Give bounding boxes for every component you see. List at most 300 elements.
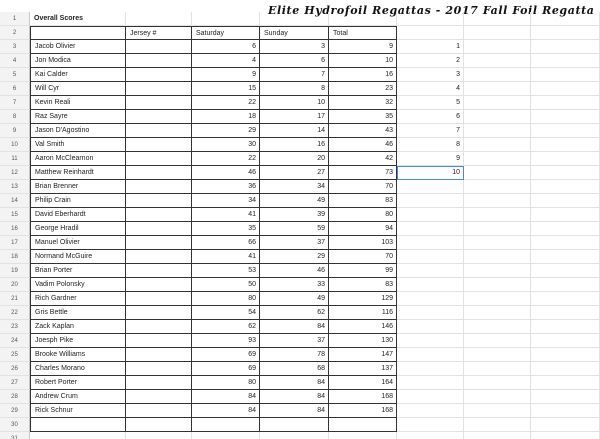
competitor-name[interactable]: Gris Bettle [30, 306, 126, 320]
cell[interactable] [464, 166, 531, 180]
cell[interactable] [464, 82, 531, 96]
cell[interactable] [531, 362, 600, 376]
cell[interactable] [531, 26, 600, 40]
row-number[interactable]: 26 [0, 362, 30, 376]
sunday-cell[interactable]: 10 [260, 96, 329, 110]
sheet-row [0, 306, 600, 320]
rank-cell[interactable]: 7 [397, 124, 464, 138]
competitor-name[interactable]: Raz Sayre [30, 110, 126, 124]
sheet-row [0, 418, 600, 432]
cell[interactable] [531, 68, 600, 82]
sunday-cell[interactable]: 16 [260, 138, 329, 152]
sheet-row [0, 26, 600, 40]
jersey-cell[interactable] [126, 250, 192, 264]
competitor-name[interactable]: Jon Modica [30, 54, 126, 68]
cell[interactable] [464, 68, 531, 82]
competitor-name[interactable]: Charles Morano [30, 362, 126, 376]
cell[interactable] [464, 376, 531, 390]
cell[interactable] [329, 432, 397, 439]
jersey-cell[interactable] [126, 166, 192, 180]
cell[interactable] [531, 82, 600, 96]
cell[interactable] [531, 432, 600, 439]
sunday-cell[interactable]: 78 [260, 348, 329, 362]
cell[interactable] [464, 12, 531, 26]
saturday-cell[interactable]: 41 [192, 250, 260, 264]
cell[interactable] [531, 110, 600, 124]
row-number[interactable]: 10 [0, 138, 30, 152]
total-cell[interactable]: 83 [329, 278, 397, 292]
cell[interactable] [126, 432, 192, 439]
rank-cell[interactable]: 6 [397, 110, 464, 124]
total-cell[interactable]: 16 [329, 68, 397, 82]
total-cell[interactable]: 32 [329, 96, 397, 110]
cell[interactable] [464, 334, 531, 348]
column-header[interactable]: Jersey # [126, 26, 192, 40]
total-cell[interactable]: 42 [329, 152, 397, 166]
cell[interactable] [464, 278, 531, 292]
cell[interactable] [397, 26, 464, 40]
jersey-cell[interactable] [126, 348, 192, 362]
rank-cell[interactable] [397, 278, 464, 292]
rank-cell[interactable]: 1 [397, 40, 464, 54]
row-number[interactable]: 17 [0, 236, 30, 250]
cell[interactable] [464, 236, 531, 250]
sunday-cell[interactable]: 49 [260, 194, 329, 208]
sunday-cell[interactable]: 84 [260, 390, 329, 404]
cell[interactable] [464, 180, 531, 194]
row-number[interactable]: 4 [0, 54, 30, 68]
saturday-cell[interactable]: 66 [192, 236, 260, 250]
competitor-name[interactable]: Aaron McClearnon [30, 152, 126, 166]
row-number[interactable]: 21 [0, 292, 30, 306]
row-number[interactable]: 28 [0, 390, 30, 404]
cell[interactable] [531, 40, 600, 54]
cell[interactable] [192, 432, 260, 439]
row-number[interactable]: 29 [0, 404, 30, 418]
saturday-cell[interactable]: 80 [192, 376, 260, 390]
row-number[interactable]: 1 [0, 12, 30, 26]
rank-cell[interactable] [397, 390, 464, 404]
rank-cell[interactable]: 3 [397, 68, 464, 82]
total-cell[interactable]: 23 [329, 82, 397, 96]
total-cell[interactable]: 147 [329, 348, 397, 362]
cell[interactable] [531, 152, 600, 166]
jersey-cell[interactable] [126, 236, 192, 250]
cell[interactable] [464, 348, 531, 362]
saturday-cell[interactable]: 69 [192, 362, 260, 376]
jersey-cell[interactable] [126, 320, 192, 334]
saturday-cell[interactable]: 84 [192, 404, 260, 418]
row-number[interactable]: 8 [0, 110, 30, 124]
saturday-cell[interactable]: 15 [192, 82, 260, 96]
cell[interactable] [531, 404, 600, 418]
competitor-name[interactable]: Jason D'Agostino [30, 124, 126, 138]
rank-cell[interactable] [397, 376, 464, 390]
sunday-cell[interactable]: 14 [260, 124, 329, 138]
jersey-cell[interactable] [126, 124, 192, 138]
rank-cell[interactable]: 5 [397, 96, 464, 110]
rank-cell[interactable]: 2 [397, 54, 464, 68]
jersey-cell[interactable] [126, 292, 192, 306]
cell[interactable] [464, 194, 531, 208]
cell[interactable] [531, 250, 600, 264]
saturday-cell[interactable]: 69 [192, 348, 260, 362]
cell[interactable] [531, 390, 600, 404]
total-cell[interactable]: 116 [329, 306, 397, 320]
cell[interactable] [531, 124, 600, 138]
jersey-cell[interactable] [126, 376, 192, 390]
competitor-name[interactable]: Kevin Reali [30, 96, 126, 110]
row-number[interactable]: 13 [0, 180, 30, 194]
cell[interactable] [126, 418, 192, 432]
sunday-cell[interactable]: 62 [260, 306, 329, 320]
cell[interactable] [531, 208, 600, 222]
rank-cell[interactable]: 4 [397, 82, 464, 96]
selected-cell[interactable]: 10 [397, 166, 464, 180]
column-header[interactable]: Sunday [260, 26, 329, 40]
column-header[interactable]: Total [329, 26, 397, 40]
jersey-cell[interactable] [126, 68, 192, 82]
rank-cell[interactable] [397, 222, 464, 236]
cell[interactable] [531, 376, 600, 390]
total-cell[interactable]: 99 [329, 264, 397, 278]
competitor-name[interactable]: Zack Kaplan [30, 320, 126, 334]
sheet-row [0, 376, 600, 390]
sheet-row [0, 54, 600, 68]
sheet-title: Elite Hydrofoil Regattas - 2017 Fall Foil Regatta [268, 4, 595, 17]
competitor-name[interactable]: David Eberhardt [30, 208, 126, 222]
competitor-name[interactable]: Brian Porter [30, 264, 126, 278]
cell[interactable] [260, 12, 329, 26]
rank-cell[interactable] [397, 208, 464, 222]
sunday-cell[interactable]: 46 [260, 264, 329, 278]
sunday-cell[interactable]: 37 [260, 334, 329, 348]
competitor-name[interactable]: Philip Crain [30, 194, 126, 208]
sunday-cell[interactable]: 34 [260, 180, 329, 194]
cell[interactable] [531, 292, 600, 306]
rank-cell[interactable] [397, 180, 464, 194]
cell[interactable] [531, 96, 600, 110]
jersey-cell[interactable] [126, 390, 192, 404]
competitor-name[interactable]: Rich Gardner [30, 292, 126, 306]
cell[interactable] [464, 320, 531, 334]
sunday-cell[interactable]: 59 [260, 222, 329, 236]
cell[interactable] [531, 222, 600, 236]
sunday-cell[interactable]: 37 [260, 236, 329, 250]
total-cell[interactable]: 70 [329, 180, 397, 194]
cell[interactable] [531, 306, 600, 320]
rank-cell[interactable] [397, 362, 464, 376]
total-cell[interactable]: 43 [329, 124, 397, 138]
sunday-cell[interactable]: 84 [260, 404, 329, 418]
cell[interactable] [464, 138, 531, 152]
row-number[interactable]: 23 [0, 320, 30, 334]
cell[interactable] [464, 404, 531, 418]
rank-cell[interactable] [397, 306, 464, 320]
saturday-cell[interactable]: 54 [192, 306, 260, 320]
rank-cell[interactable] [397, 404, 464, 418]
row-number[interactable]: 15 [0, 208, 30, 222]
sunday-cell[interactable]: 33 [260, 278, 329, 292]
rank-cell[interactable] [397, 250, 464, 264]
total-cell[interactable]: 130 [329, 334, 397, 348]
sheet-row [0, 278, 600, 292]
total-cell[interactable]: 10 [329, 54, 397, 68]
jersey-cell[interactable] [126, 40, 192, 54]
cell[interactable] [464, 222, 531, 236]
cell[interactable] [464, 54, 531, 68]
competitor-name[interactable]: Vadim Polonsky [30, 278, 126, 292]
sheet-row [0, 390, 600, 404]
jersey-cell[interactable] [126, 152, 192, 166]
cell[interactable] [329, 418, 397, 432]
jersey-cell[interactable] [126, 222, 192, 236]
cell[interactable] [531, 138, 600, 152]
cell[interactable] [531, 264, 600, 278]
saturday-cell[interactable]: 41 [192, 208, 260, 222]
row-number[interactable]: 2 [0, 26, 30, 40]
row-number[interactable]: 5 [0, 68, 30, 82]
row-number[interactable]: 9 [0, 124, 30, 138]
total-cell[interactable]: 137 [329, 362, 397, 376]
total-cell[interactable]: 73 [329, 166, 397, 180]
rank-cell[interactable] [397, 348, 464, 362]
jersey-cell[interactable] [126, 264, 192, 278]
saturday-cell[interactable]: 46 [192, 166, 260, 180]
saturday-cell[interactable]: 35 [192, 222, 260, 236]
cell[interactable] [464, 264, 531, 278]
jersey-cell[interactable] [126, 404, 192, 418]
competitor-name[interactable]: Matthew Reinhardt [30, 166, 126, 180]
cell[interactable] [192, 418, 260, 432]
jersey-cell[interactable] [126, 110, 192, 124]
row-number[interactable]: 22 [0, 306, 30, 320]
sunday-cell[interactable]: 6 [260, 54, 329, 68]
sunday-cell[interactable]: 17 [260, 110, 329, 124]
total-cell[interactable]: 146 [329, 320, 397, 334]
sheet-row [0, 334, 600, 348]
cell[interactable] [531, 278, 600, 292]
cell[interactable] [531, 166, 600, 180]
total-cell[interactable]: 164 [329, 376, 397, 390]
row-number[interactable]: 3 [0, 40, 30, 54]
jersey-cell[interactable] [126, 82, 192, 96]
cell[interactable] [30, 26, 126, 40]
row-number[interactable]: 19 [0, 264, 30, 278]
rank-cell[interactable] [397, 292, 464, 306]
cell[interactable] [464, 250, 531, 264]
saturday-cell[interactable]: 50 [192, 278, 260, 292]
saturday-cell[interactable]: 9 [192, 68, 260, 82]
sunday-cell[interactable]: 39 [260, 208, 329, 222]
saturday-cell[interactable]: 36 [192, 180, 260, 194]
jersey-cell[interactable] [126, 180, 192, 194]
saturday-cell[interactable]: 53 [192, 264, 260, 278]
competitor-name[interactable]: Val Smith [30, 138, 126, 152]
sheet-row [0, 194, 600, 208]
cell[interactable] [329, 12, 397, 26]
competitor-name[interactable]: Brooke Williams [30, 348, 126, 362]
jersey-cell[interactable] [126, 96, 192, 110]
jersey-cell[interactable] [126, 138, 192, 152]
competitor-name[interactable]: Kai Calder [30, 68, 126, 82]
cell[interactable] [464, 96, 531, 110]
total-cell[interactable]: 9 [329, 40, 397, 54]
total-cell[interactable]: 129 [329, 292, 397, 306]
jersey-cell[interactable] [126, 334, 192, 348]
saturday-cell[interactable]: 4 [192, 54, 260, 68]
cell[interactable] [464, 306, 531, 320]
cell[interactable] [464, 418, 531, 432]
sunday-cell[interactable]: 27 [260, 166, 329, 180]
row-number[interactable]: 11 [0, 152, 30, 166]
jersey-cell[interactable] [126, 194, 192, 208]
rank-cell[interactable] [397, 264, 464, 278]
total-cell[interactable]: 83 [329, 194, 397, 208]
saturday-cell[interactable]: 84 [192, 390, 260, 404]
sheet-row [0, 180, 600, 194]
cell[interactable] [30, 418, 126, 432]
cell[interactable] [531, 180, 600, 194]
saturday-cell[interactable]: 22 [192, 152, 260, 166]
total-cell[interactable]: 35 [329, 110, 397, 124]
cell[interactable] [260, 418, 329, 432]
competitor-name[interactable]: Brian Brenner [30, 180, 126, 194]
cell[interactable] [30, 432, 126, 439]
cell[interactable] [531, 334, 600, 348]
cell[interactable] [464, 362, 531, 376]
cell[interactable] [397, 432, 464, 439]
sunday-cell[interactable]: 49 [260, 292, 329, 306]
total-cell[interactable]: 46 [329, 138, 397, 152]
saturday-cell[interactable]: 80 [192, 292, 260, 306]
sheet-row [0, 362, 600, 376]
row-number[interactable]: 7 [0, 96, 30, 110]
competitor-name[interactable]: Jacob Olivier [30, 40, 126, 54]
rank-cell[interactable] [397, 334, 464, 348]
sunday-cell[interactable]: 68 [260, 362, 329, 376]
cell[interactable] [531, 236, 600, 250]
sheet-row [0, 12, 600, 26]
competitor-name[interactable]: Andrew Crum [30, 390, 126, 404]
row-number[interactable]: 20 [0, 278, 30, 292]
row-number[interactable]: 30 [0, 418, 30, 432]
cell[interactable] [531, 320, 600, 334]
sheet-row [0, 320, 600, 334]
competitor-name[interactable]: Normand McGuire [30, 250, 126, 264]
total-cell[interactable]: 70 [329, 250, 397, 264]
cell[interactable] [397, 12, 464, 26]
sunday-cell[interactable]: 8 [260, 82, 329, 96]
row-number[interactable]: 27 [0, 376, 30, 390]
cell[interactable] [397, 418, 464, 432]
rank-cell[interactable] [397, 320, 464, 334]
section-label[interactable]: Overall Scores [30, 12, 126, 26]
sunday-cell[interactable]: 20 [260, 152, 329, 166]
sheet-row [0, 96, 600, 110]
competitor-name[interactable]: Manuel Olivier [30, 236, 126, 250]
sheet-row [0, 82, 600, 96]
row-number[interactable]: 16 [0, 222, 30, 236]
row-number[interactable]: 18 [0, 250, 30, 264]
saturday-cell[interactable]: 93 [192, 334, 260, 348]
rank-cell[interactable]: 8 [397, 138, 464, 152]
cell[interactable] [531, 12, 600, 26]
sunday-cell[interactable]: 7 [260, 68, 329, 82]
total-cell[interactable]: 103 [329, 236, 397, 250]
cell[interactable] [464, 124, 531, 138]
total-cell[interactable]: 94 [329, 222, 397, 236]
total-cell[interactable]: 80 [329, 208, 397, 222]
saturday-cell[interactable]: 34 [192, 194, 260, 208]
cell[interactable] [464, 26, 531, 40]
cell[interactable] [464, 110, 531, 124]
sheet-row [0, 152, 600, 166]
competitor-name[interactable]: George Hradil [30, 222, 126, 236]
cell[interactable] [464, 292, 531, 306]
saturday-cell[interactable]: 29 [192, 124, 260, 138]
competitor-name[interactable]: Will Cyr [30, 82, 126, 96]
row-number[interactable]: 24 [0, 334, 30, 348]
sunday-cell[interactable]: 84 [260, 320, 329, 334]
column-header[interactable]: Saturday [192, 26, 260, 40]
cell[interactable] [464, 40, 531, 54]
rank-cell[interactable] [397, 194, 464, 208]
jersey-cell[interactable] [126, 362, 192, 376]
jersey-cell[interactable] [126, 278, 192, 292]
saturday-cell[interactable]: 30 [192, 138, 260, 152]
cell[interactable] [126, 12, 192, 26]
row-number[interactable]: 31 [0, 432, 30, 439]
cell[interactable] [464, 208, 531, 222]
competitor-name[interactable]: Joesph Pike [30, 334, 126, 348]
cell[interactable] [531, 418, 600, 432]
cell[interactable] [464, 152, 531, 166]
cell[interactable] [531, 54, 600, 68]
cell[interactable] [464, 390, 531, 404]
saturday-cell[interactable]: 6 [192, 40, 260, 54]
sheet-row [0, 40, 600, 54]
jersey-cell[interactable] [126, 54, 192, 68]
cell[interactable] [531, 348, 600, 362]
sheet-row [0, 124, 600, 138]
competitor-name[interactable]: Rick Schnur [30, 404, 126, 418]
total-cell[interactable]: 168 [329, 404, 397, 418]
cell[interactable] [192, 12, 260, 26]
cell[interactable] [260, 432, 329, 439]
saturday-cell[interactable]: 62 [192, 320, 260, 334]
sunday-cell[interactable]: 3 [260, 40, 329, 54]
competitor-name[interactable]: Robert Porter [30, 376, 126, 390]
rank-cell[interactable]: 9 [397, 152, 464, 166]
jersey-cell[interactable] [126, 208, 192, 222]
sunday-cell[interactable]: 84 [260, 376, 329, 390]
cell[interactable] [464, 432, 531, 439]
row-number[interactable]: 14 [0, 194, 30, 208]
rank-cell[interactable] [397, 236, 464, 250]
row-number[interactable]: 25 [0, 348, 30, 362]
sheet-row [0, 264, 600, 278]
saturday-cell[interactable]: 18 [192, 110, 260, 124]
jersey-cell[interactable] [126, 306, 192, 320]
row-number[interactable]: 12 [0, 166, 30, 180]
total-cell[interactable]: 168 [329, 390, 397, 404]
sheet-row [0, 222, 600, 236]
sunday-cell[interactable]: 29 [260, 250, 329, 264]
row-number[interactable]: 6 [0, 82, 30, 96]
saturday-cell[interactable]: 22 [192, 96, 260, 110]
cell[interactable] [531, 194, 600, 208]
